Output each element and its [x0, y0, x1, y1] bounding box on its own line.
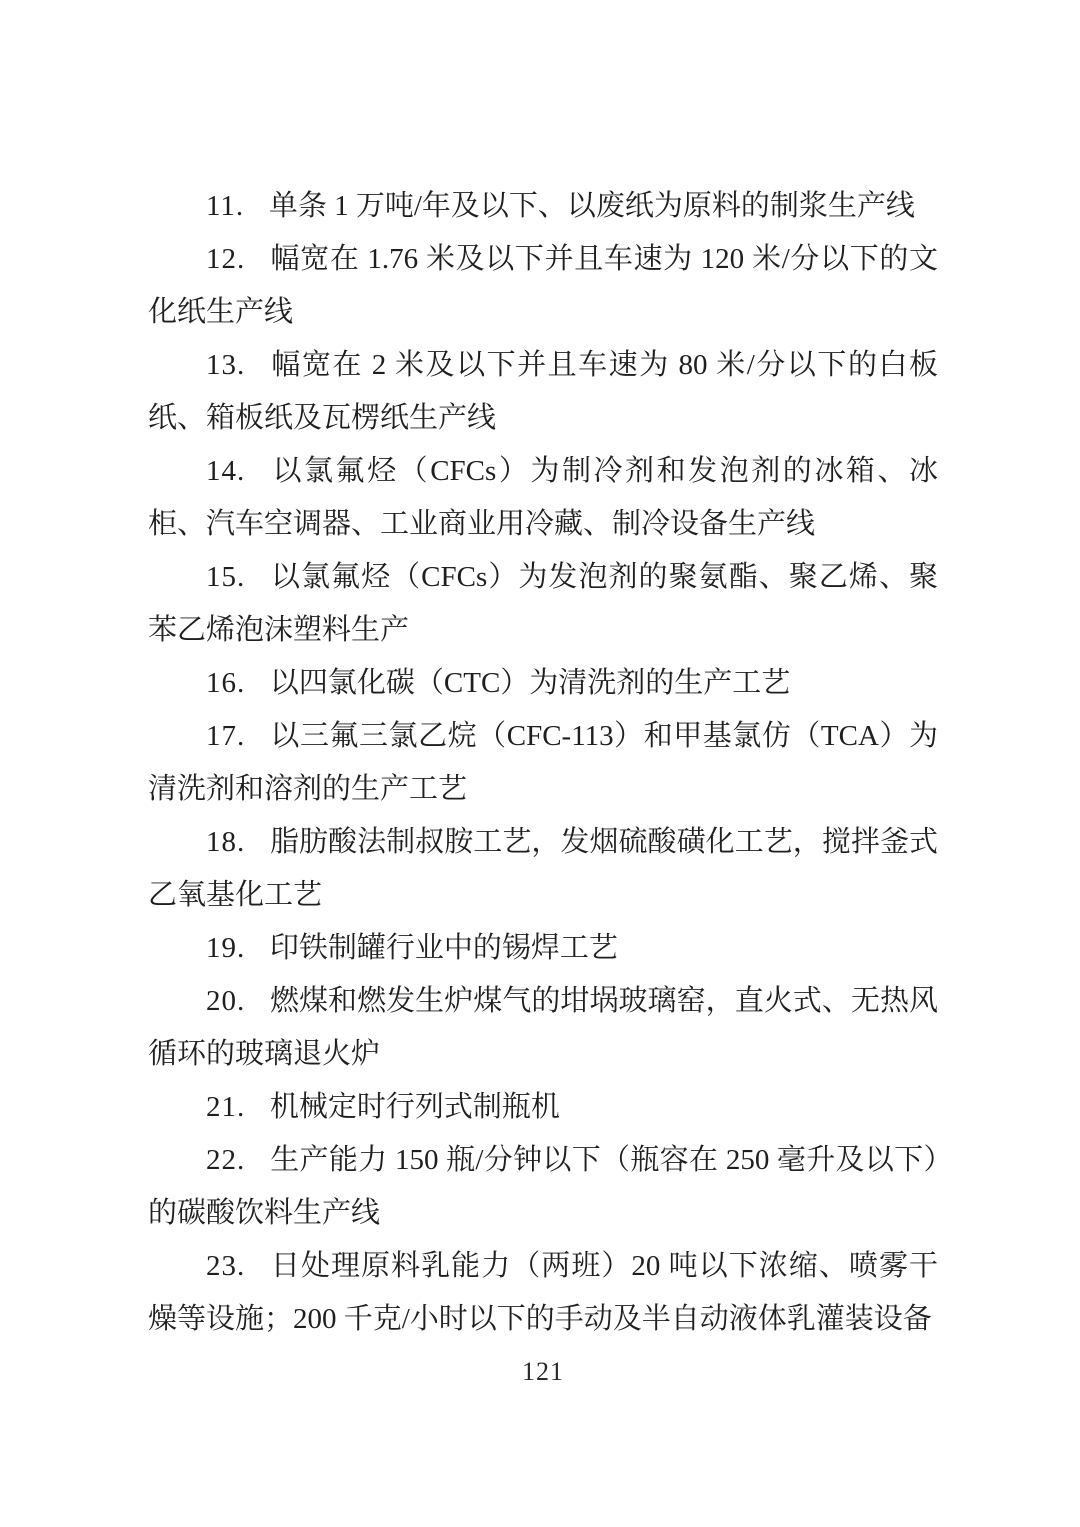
- list-item: [148, 816, 938, 922]
- list-item: [148, 710, 938, 816]
- item-text: 以三氟三氯乙烷（CFC-113）和甲基氯仿（TCA）为清洗剂和溶剂的生产工艺: [148, 720, 938, 805]
- item-number: 15.: [206, 561, 246, 593]
- list-item: [148, 1134, 938, 1240]
- list-item: [148, 551, 938, 657]
- item-number: 14.: [206, 455, 246, 487]
- item-text: 以氯氟烃（CFCs）为发泡剂的聚氨酯、聚乙烯、聚苯乙烯泡沫塑料生产: [148, 561, 938, 646]
- item-number: 22.: [206, 1144, 246, 1176]
- item-number: 12.: [206, 243, 246, 275]
- item-text: 以四氯化碳（CTC）为清洗剂的生产工艺: [269, 667, 791, 699]
- list-item: [148, 657, 938, 710]
- item-text: 脂肪酸法制叔胺工艺，发烟硫酸磺化工艺，搅拌釜式乙氧基化工艺: [148, 826, 938, 911]
- item-text: 以氯氟烃（CFCs）为制冷剂和发泡剂的冰箱、冰柜、汽车空调器、工业商业用冷藏、制冷设备生产线: [148, 455, 938, 540]
- list-item: [148, 233, 938, 339]
- item-number: 17.: [206, 720, 246, 752]
- item-number: 23.: [206, 1250, 246, 1282]
- list-item: [148, 445, 938, 551]
- item-text: 日处理原料乳能力（两班）20 吨以下浓缩、喷雾干燥等设施；200 千克/小时以下的手动及半自动液体乳灌装设备: [148, 1250, 938, 1335]
- item-number: 11.: [206, 190, 245, 222]
- item-number: 18.: [206, 826, 246, 858]
- item-number: 16.: [206, 667, 246, 699]
- item-text: 幅宽在 1.76 米及以下并且车速为 120 米/分以下的文化纸生产线: [148, 243, 938, 328]
- item-text: 生产能力 150 瓶/分钟以下（瓶容在 250 毫升及以下）的碳酸饮料生产线: [148, 1144, 938, 1229]
- item-text: 机械定时行列式制瓶机: [269, 1091, 560, 1123]
- list-item: [148, 1240, 938, 1346]
- page-number: 121: [522, 1357, 564, 1386]
- item-text: 单条 1 万吨/年及以下、以废纸为原料的制浆生产线: [268, 190, 915, 222]
- list-item: [148, 975, 938, 1081]
- item-number: 20.: [206, 985, 246, 1017]
- item-text: 印铁制罐行业中的锡焊工艺: [269, 932, 618, 964]
- list-item: [148, 1081, 938, 1134]
- item-text: 燃煤和燃发生炉煤气的坩埚玻璃窑，直火式、无热风循环的玻璃退火炉: [148, 985, 938, 1070]
- item-number: 19.: [206, 932, 246, 964]
- numbered-list: [148, 180, 938, 1346]
- list-item: [148, 180, 938, 233]
- item-number: 13.: [206, 349, 246, 381]
- item-number: 21.: [206, 1091, 246, 1123]
- item-text: 幅宽在 2 米及以下并且车速为 80 米/分以下的白板纸、箱板纸及瓦楞纸生产线: [148, 349, 938, 434]
- list-item: [148, 922, 938, 975]
- list-item: [148, 339, 938, 445]
